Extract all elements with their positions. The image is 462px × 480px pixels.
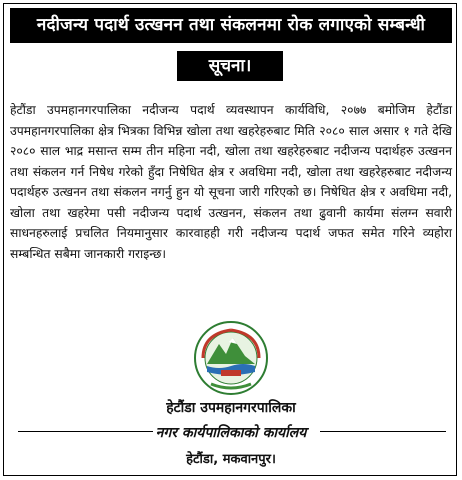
municipality-emblem-icon [193, 320, 269, 396]
issuer-name: हेटौंडा उपमहानगरपालिका [166, 400, 296, 416]
notice-subtitle: सूचना। [177, 51, 283, 81]
issuer-address: हेटौंडा, मकवानपुर। [186, 452, 276, 467]
issuer-office: नगर कार्यपालिकाको कार्यालय [155, 425, 307, 441]
notice-title: नदीजन्य पदार्थ उत्खनन तथा संकलनमा रोक लगाएको सम्बन्धी [10, 8, 452, 43]
notice-body: हेटौंडा उपमहानगरपालिका नदीजन्य पदार्थ व्यवस्थापन कार्यविधि, २०७७ बमोजिम हेटौंडा उपमहानगरपालिका क्षेत्र भित्रका विभिन्न खोला तथा खहरेहरुबाट मिति २०८० साल असार १ गते देखि २०८० साल भाद्र मसान्त सम्म तीन महिना नदी, खोला तथा खहरेहरुबाट नदीजन्य पदार्थहरु उत्खनन तथा संकलन गर्न निषेध गरेको हुँदा निषेधित क्षेत्र र अवधिमा नदी, खोला तथा खहरेहरुबाट नदीजन्य पदार्थहरु उत्खनन तथा संकलन नगर्नु हुन यो सूचना जारी गरिएको छ। निषेधित क्षेत्र र अवधिमा नदी, खोला तथा खहरेमा पसी नदीजन्य पदार्थ उत्खनन, संकलन तथा ढुवानी कार्यमा संलग्न सवारी साधनहरुलाई प्रचलित नियमानुसार कारवाहही गरी नदीजन्य पदार्थ जफत समेत गरिने व्यहोरा सम्बन्धित सबैमा जानकारी गराइन्छ। [10, 103, 452, 261]
